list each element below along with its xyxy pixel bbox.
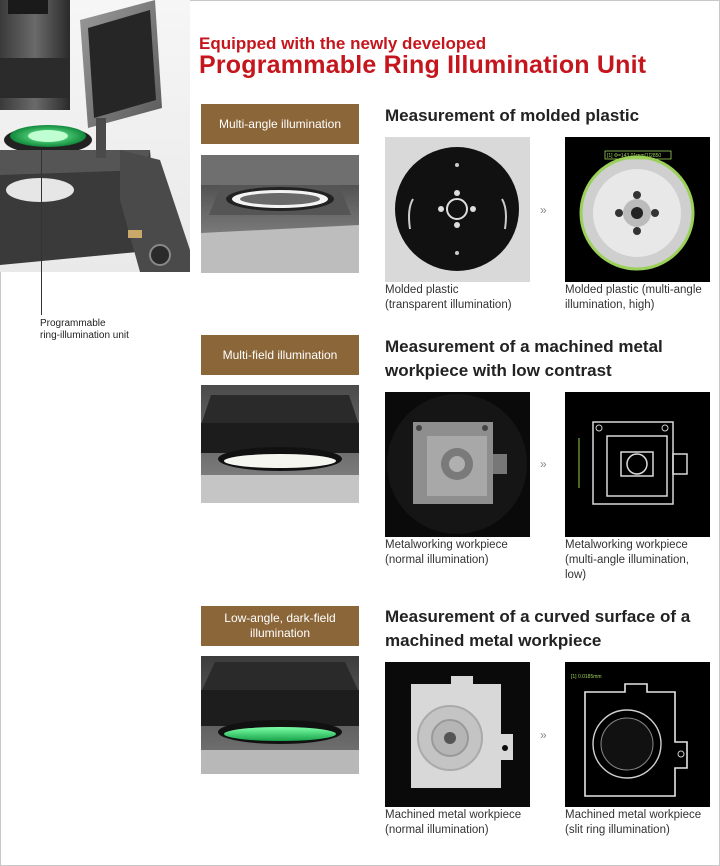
caption-line: low) bbox=[565, 569, 587, 581]
heading-line: machined metal workpiece bbox=[385, 631, 602, 650]
ring-light-illustration bbox=[201, 385, 359, 503]
page-subtitle: Equipped with the newly developed bbox=[199, 34, 487, 53]
machined-metal-normal-illustration bbox=[385, 662, 530, 807]
caption-molded-multi-angle bbox=[565, 283, 702, 313]
molded-plastic-transparent-illustration bbox=[385, 137, 530, 282]
caption-line: (normal illumination) bbox=[385, 554, 489, 566]
caption-line: Molded plastic bbox=[385, 284, 459, 296]
caption-line: Metalworking workpiece bbox=[385, 539, 508, 551]
caption-metalworking-multi-angle bbox=[565, 538, 689, 583]
molded-plastic-multi-angle-illustration bbox=[565, 137, 710, 282]
measuring-machine-photo bbox=[0, 0, 190, 272]
caption-line: Machined metal workpiece bbox=[385, 809, 522, 821]
measurement-overlay-label: [1] Φ=143.01mm[1]2850 bbox=[607, 153, 662, 159]
ring-photo-multi-angle bbox=[201, 155, 359, 273]
section-heading-machined-metal-low-contrast bbox=[385, 335, 715, 383]
caption-line: (slit ring illumination) bbox=[565, 824, 670, 836]
arrow-separator: » bbox=[540, 457, 544, 471]
measuring-machine-illustration bbox=[0, 0, 190, 272]
caption-molded-transparent bbox=[385, 283, 512, 313]
tag-line: illumination bbox=[249, 626, 311, 640]
ring-photo-multi-field bbox=[201, 385, 359, 503]
measurement-overlay-label: [1] 0.0185mm bbox=[571, 674, 602, 680]
caption-line: (normal illumination) bbox=[385, 824, 489, 836]
sample-image-metalworking-multi-angle bbox=[565, 392, 710, 537]
sample-image-molded-transparent bbox=[385, 137, 530, 282]
heading-line: Measurement of a curved surface of a bbox=[385, 607, 691, 626]
caption-line: Molded plastic (multi-angle bbox=[565, 284, 702, 296]
tag-line: Low-angle, dark-field bbox=[224, 611, 336, 625]
caption-machined-normal bbox=[385, 808, 521, 838]
section-heading-curved-surface bbox=[385, 605, 715, 653]
heading-line: Measurement of a machined metal bbox=[385, 337, 663, 356]
metalworking-normal-illustration bbox=[385, 392, 530, 537]
sample-image-molded-multi-angle bbox=[565, 137, 710, 282]
heading-line: workpiece with low contrast bbox=[385, 361, 612, 380]
caption-line: illumination, high) bbox=[565, 299, 655, 311]
callout-leader-line bbox=[41, 150, 42, 315]
tag-low-angle-dark-field-illumination bbox=[201, 606, 359, 646]
arrow-separator: » bbox=[540, 728, 544, 742]
metalworking-multi-angle-illustration bbox=[565, 392, 710, 537]
machined-metal-slit-ring-illustration bbox=[565, 662, 710, 807]
caption-line: (multi-angle illumination, bbox=[565, 554, 689, 566]
callout-label-line2: ring-illumination unit bbox=[40, 330, 129, 341]
ring-light-illustration bbox=[201, 656, 359, 774]
section-heading-molded-plastic: Measurement of molded plastic bbox=[385, 106, 640, 125]
arrow-separator: » bbox=[540, 203, 544, 217]
tag-multi-field-illumination: Multi-field illumination bbox=[201, 335, 359, 375]
caption-line: Machined metal workpiece bbox=[565, 809, 702, 821]
caption-line: (transparent illumination) bbox=[385, 299, 512, 311]
sample-image-machined-normal bbox=[385, 662, 530, 807]
ring-photo-low-angle bbox=[201, 656, 359, 774]
sample-image-metalworking-normal bbox=[385, 392, 530, 537]
caption-metalworking-normal bbox=[385, 538, 508, 568]
callout-label bbox=[40, 318, 180, 342]
ring-light-illustration bbox=[201, 155, 359, 273]
callout-label-line1: Programmable bbox=[40, 318, 106, 329]
caption-line: Metalworking workpiece bbox=[565, 539, 688, 551]
sample-image-machined-slit-ring bbox=[565, 662, 710, 807]
tag-multi-angle-illumination: Multi-angle illumination bbox=[201, 104, 359, 144]
caption-machined-slit-ring bbox=[565, 808, 701, 838]
page-title: Programmable Ring Illumination Unit bbox=[199, 51, 647, 79]
